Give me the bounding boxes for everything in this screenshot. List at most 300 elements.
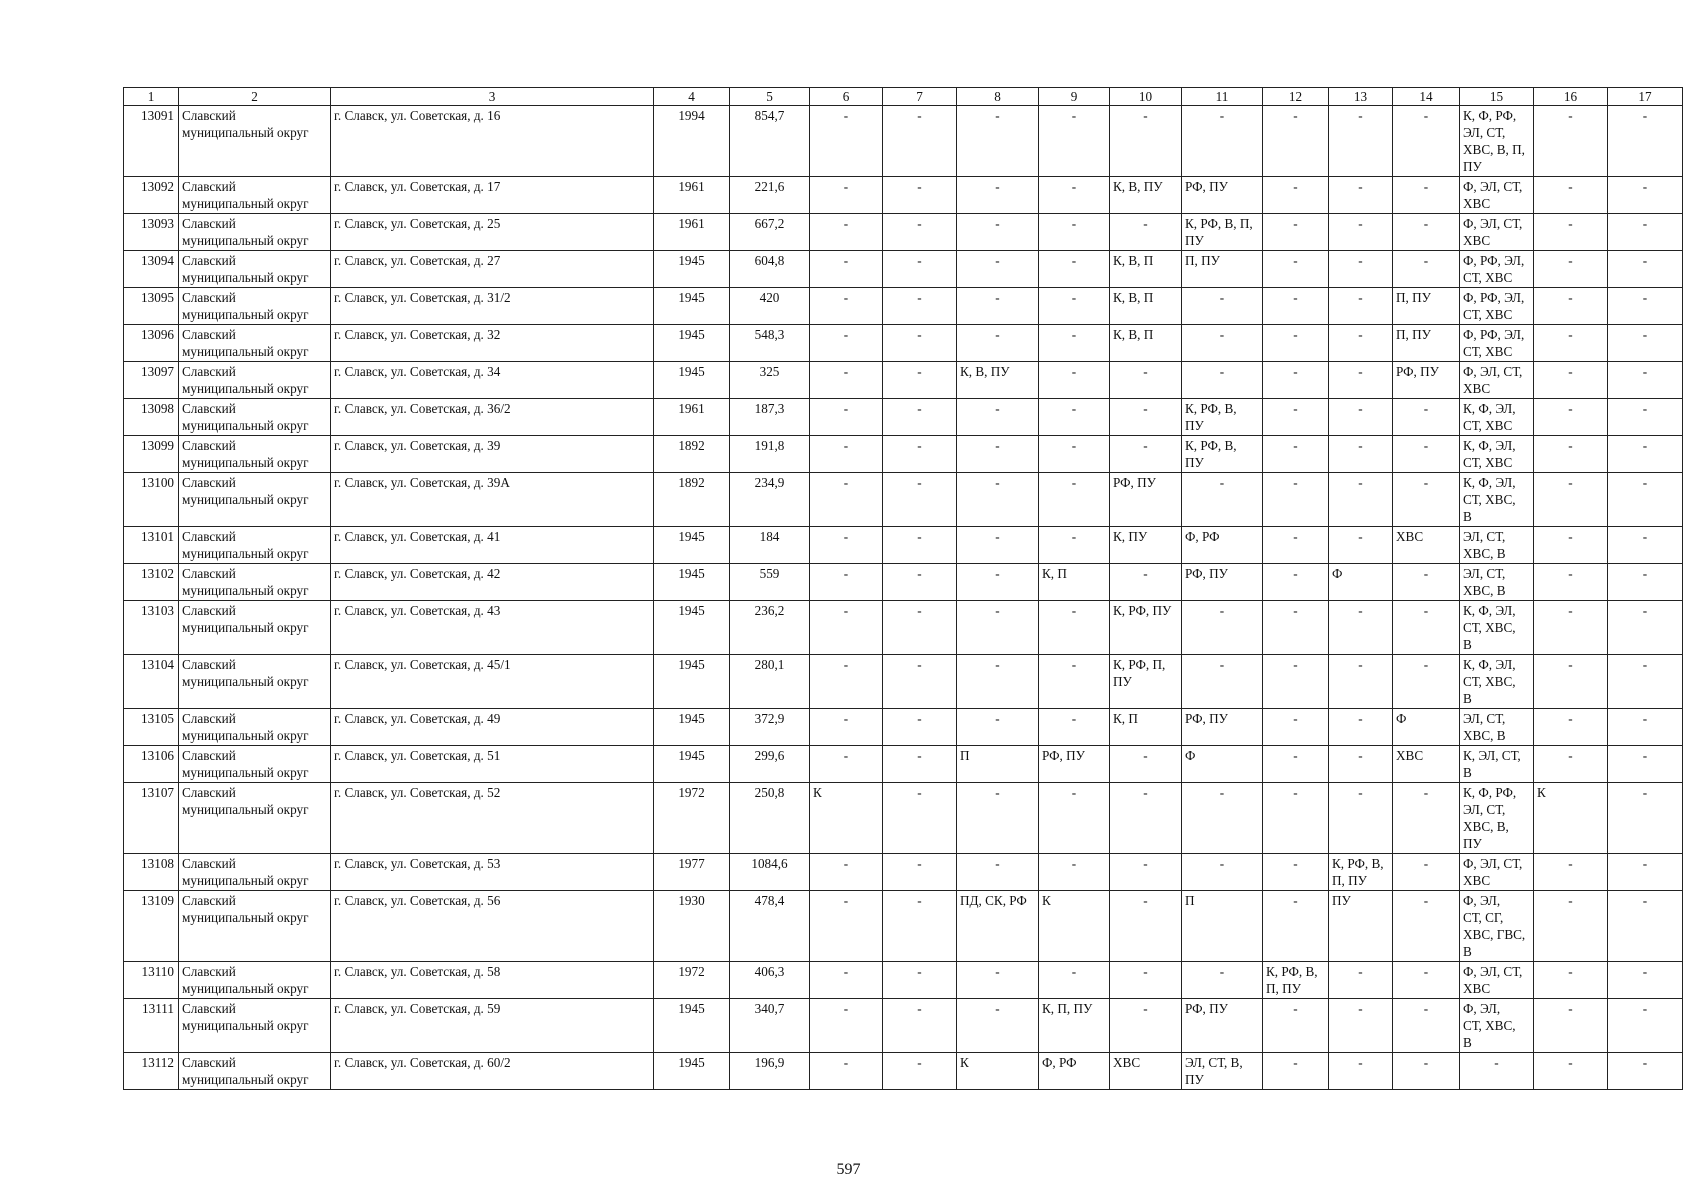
cell-col13: - xyxy=(1329,527,1393,564)
table-row xyxy=(124,527,1683,564)
cell-col14: - xyxy=(1393,891,1460,962)
cell-col15: - xyxy=(1460,1053,1534,1090)
cell-area: 299,6 xyxy=(730,746,810,783)
cell-col8: - xyxy=(957,325,1039,362)
cell-col11: РФ, ПУ xyxy=(1182,709,1263,746)
cell-col16: - xyxy=(1534,564,1608,601)
cell-year-built: 1961 xyxy=(654,399,730,436)
cell-municipality: Славский муниципальный округ xyxy=(179,783,331,854)
cell-col10: - xyxy=(1110,746,1182,783)
cell-col12: - xyxy=(1263,999,1329,1053)
cell-col14: П, ПУ xyxy=(1393,288,1460,325)
cell-area: 325 xyxy=(730,362,810,399)
cell-area: 280,1 xyxy=(730,655,810,709)
cell-col12: - xyxy=(1263,177,1329,214)
cell-col11: К, РФ, В, ПУ xyxy=(1182,399,1263,436)
cell-col14: - xyxy=(1393,783,1460,854)
cell-col11: - xyxy=(1182,106,1263,177)
cell-area: 1084,6 xyxy=(730,854,810,891)
cell-col14: - xyxy=(1393,999,1460,1053)
cell-col6: - xyxy=(810,962,883,999)
cell-municipality: Славский муниципальный округ xyxy=(179,177,331,214)
cell-col16: - xyxy=(1534,601,1608,655)
cell-area: 187,3 xyxy=(730,399,810,436)
table-row xyxy=(124,325,1683,362)
cell-col6: - xyxy=(810,746,883,783)
cell-address: г. Славск, ул. Советская, д. 42 xyxy=(331,564,654,601)
cell-col12: - xyxy=(1263,288,1329,325)
cell-col8: - xyxy=(957,564,1039,601)
cell-col9: - xyxy=(1039,962,1110,999)
column-number-header: 11 xyxy=(1182,88,1263,106)
cell-col6: - xyxy=(810,564,883,601)
cell-col17: - xyxy=(1608,999,1683,1053)
cell-col12: - xyxy=(1263,436,1329,473)
cell-col7: - xyxy=(883,473,957,527)
cell-col17: - xyxy=(1608,325,1683,362)
header-row xyxy=(124,88,1683,106)
cell-col9: - xyxy=(1039,527,1110,564)
column-number-header: 9 xyxy=(1039,88,1110,106)
cell-municipality: Славский муниципальный округ xyxy=(179,891,331,962)
cell-col12: - xyxy=(1263,106,1329,177)
cell-col14: ХВС xyxy=(1393,527,1460,564)
cell-col12: - xyxy=(1263,325,1329,362)
cell-area: 548,3 xyxy=(730,325,810,362)
cell-address: г. Славск, ул. Советская, д. 51 xyxy=(331,746,654,783)
table-row xyxy=(124,214,1683,251)
cell-col8: - xyxy=(957,999,1039,1053)
cell-address: г. Славск, ул. Советская, д. 39 xyxy=(331,436,654,473)
cell-col17: - xyxy=(1608,436,1683,473)
cell-col14: - xyxy=(1393,854,1460,891)
cell-address: г. Славск, ул. Советская, д. 36/2 xyxy=(331,399,654,436)
cell-col10: - xyxy=(1110,854,1182,891)
cell-col13: Ф xyxy=(1329,564,1393,601)
cell-area: 559 xyxy=(730,564,810,601)
cell-address: г. Славск, ул. Советская, д. 60/2 xyxy=(331,1053,654,1090)
cell-col10: - xyxy=(1110,891,1182,962)
cell-col16: - xyxy=(1534,436,1608,473)
cell-col9: - xyxy=(1039,473,1110,527)
cell-col10: К, ПУ xyxy=(1110,527,1182,564)
cell-col10: К, РФ, ПУ xyxy=(1110,601,1182,655)
cell-col16: - xyxy=(1534,362,1608,399)
cell-col12: - xyxy=(1263,746,1329,783)
cell-record-number: 13111 xyxy=(124,999,179,1053)
cell-col7: - xyxy=(883,891,957,962)
cell-col15: Ф, ЭЛ, СТ, ХВС xyxy=(1460,362,1534,399)
cell-col17: - xyxy=(1608,251,1683,288)
cell-col12: - xyxy=(1263,527,1329,564)
column-number-header: 2 xyxy=(179,88,331,106)
cell-col8: П xyxy=(957,746,1039,783)
cell-col15: Ф, РФ, ЭЛ, СТ, ХВС xyxy=(1460,325,1534,362)
cell-address: г. Славск, ул. Советская, д. 27 xyxy=(331,251,654,288)
cell-col16: - xyxy=(1534,1053,1608,1090)
cell-col7: - xyxy=(883,999,957,1053)
cell-col13: К, РФ, В, П, ПУ xyxy=(1329,854,1393,891)
cell-col11: - xyxy=(1182,288,1263,325)
cell-col17: - xyxy=(1608,709,1683,746)
cell-col15: Ф, ЭЛ, СТ, ХВС xyxy=(1460,962,1534,999)
cell-col9: - xyxy=(1039,399,1110,436)
cell-col16: К xyxy=(1534,783,1608,854)
cell-col9: - xyxy=(1039,709,1110,746)
cell-col11: - xyxy=(1182,473,1263,527)
cell-col8: - xyxy=(957,709,1039,746)
cell-address: г. Славск, ул. Советская, д. 59 xyxy=(331,999,654,1053)
cell-col6: - xyxy=(810,288,883,325)
cell-col11: - xyxy=(1182,854,1263,891)
cell-col8: К xyxy=(957,1053,1039,1090)
cell-col11: РФ, ПУ xyxy=(1182,177,1263,214)
table-row xyxy=(124,601,1683,655)
cell-col7: - xyxy=(883,564,957,601)
cell-col13: - xyxy=(1329,1053,1393,1090)
cell-col7: - xyxy=(883,962,957,999)
cell-municipality: Славский муниципальный округ xyxy=(179,1053,331,1090)
cell-area: 221,6 xyxy=(730,177,810,214)
cell-col6: - xyxy=(810,251,883,288)
cell-col7: - xyxy=(883,288,957,325)
cell-col11: П xyxy=(1182,891,1263,962)
cell-municipality: Славский муниципальный округ xyxy=(179,106,331,177)
cell-col8: - xyxy=(957,962,1039,999)
column-number-header: 7 xyxy=(883,88,957,106)
cell-col10: - xyxy=(1110,564,1182,601)
cell-col17: - xyxy=(1608,783,1683,854)
cell-col7: - xyxy=(883,436,957,473)
cell-record-number: 13112 xyxy=(124,1053,179,1090)
column-number-header: 13 xyxy=(1329,88,1393,106)
cell-col6: - xyxy=(810,891,883,962)
table-row xyxy=(124,709,1683,746)
cell-address: г. Славск, ул. Советская, д. 16 xyxy=(331,106,654,177)
cell-col7: - xyxy=(883,399,957,436)
cell-col15: Ф, ЭЛ, СТ, ХВС xyxy=(1460,177,1534,214)
column-number-header: 15 xyxy=(1460,88,1534,106)
cell-year-built: 1961 xyxy=(654,214,730,251)
cell-col6: - xyxy=(810,527,883,564)
cell-col8: - xyxy=(957,106,1039,177)
cell-col10: - xyxy=(1110,783,1182,854)
cell-year-built: 1945 xyxy=(654,1053,730,1090)
cell-municipality: Славский муниципальный округ xyxy=(179,436,331,473)
column-number-header: 16 xyxy=(1534,88,1608,106)
cell-col17: - xyxy=(1608,1053,1683,1090)
cell-col17: - xyxy=(1608,746,1683,783)
cell-municipality: Славский муниципальный округ xyxy=(179,709,331,746)
cell-col11: - xyxy=(1182,601,1263,655)
cell-col13: - xyxy=(1329,106,1393,177)
column-number-header: 5 xyxy=(730,88,810,106)
cell-col9: - xyxy=(1039,288,1110,325)
cell-col10: - xyxy=(1110,214,1182,251)
cell-col9: - xyxy=(1039,106,1110,177)
cell-address: г. Славск, ул. Советская, д. 25 xyxy=(331,214,654,251)
cell-col14: - xyxy=(1393,106,1460,177)
cell-col16: - xyxy=(1534,473,1608,527)
cell-municipality: Славский муниципальный округ xyxy=(179,601,331,655)
cell-col14: - xyxy=(1393,1053,1460,1090)
cell-municipality: Славский муниципальный округ xyxy=(179,473,331,527)
column-number-header: 8 xyxy=(957,88,1039,106)
cell-col12: - xyxy=(1263,655,1329,709)
cell-municipality: Славский муниципальный округ xyxy=(179,564,331,601)
column-number-header: 4 xyxy=(654,88,730,106)
cell-col9: - xyxy=(1039,655,1110,709)
cell-area: 478,4 xyxy=(730,891,810,962)
cell-col15: К, Ф, ЭЛ, СТ, ХВС xyxy=(1460,436,1534,473)
column-number-header: 17 xyxy=(1608,88,1683,106)
cell-record-number: 13101 xyxy=(124,527,179,564)
cell-col9: Ф, РФ xyxy=(1039,1053,1110,1090)
cell-municipality: Славский муниципальный округ xyxy=(179,527,331,564)
cell-address: г. Славск, ул. Советская, д. 45/1 xyxy=(331,655,654,709)
cell-col13: ПУ xyxy=(1329,891,1393,962)
table-row xyxy=(124,362,1683,399)
cell-col7: - xyxy=(883,362,957,399)
cell-col14: - xyxy=(1393,601,1460,655)
column-number-header: 3 xyxy=(331,88,654,106)
cell-col14: - xyxy=(1393,655,1460,709)
cell-col14: РФ, ПУ xyxy=(1393,362,1460,399)
cell-col8: - xyxy=(957,655,1039,709)
cell-col6: - xyxy=(810,999,883,1053)
cell-record-number: 13096 xyxy=(124,325,179,362)
cell-record-number: 13098 xyxy=(124,399,179,436)
cell-col13: - xyxy=(1329,783,1393,854)
cell-record-number: 13108 xyxy=(124,854,179,891)
cell-col10: К, В, П xyxy=(1110,251,1182,288)
cell-col16: - xyxy=(1534,655,1608,709)
cell-col12: - xyxy=(1263,564,1329,601)
cell-record-number: 13102 xyxy=(124,564,179,601)
cell-col9: - xyxy=(1039,251,1110,288)
cell-col16: - xyxy=(1534,106,1608,177)
cell-municipality: Славский муниципальный округ xyxy=(179,999,331,1053)
cell-municipality: Славский муниципальный округ xyxy=(179,854,331,891)
table-row xyxy=(124,106,1683,177)
cell-record-number: 13092 xyxy=(124,177,179,214)
cell-col13: - xyxy=(1329,436,1393,473)
cell-col11: - xyxy=(1182,783,1263,854)
cell-col16: - xyxy=(1534,251,1608,288)
table-row xyxy=(124,1053,1683,1090)
cell-col13: - xyxy=(1329,288,1393,325)
table-row xyxy=(124,854,1683,891)
cell-address: г. Славск, ул. Советская, д. 43 xyxy=(331,601,654,655)
cell-col17: - xyxy=(1608,473,1683,527)
cell-address: г. Славск, ул. Советская, д. 58 xyxy=(331,962,654,999)
cell-address: г. Славск, ул. Советская, д. 49 xyxy=(331,709,654,746)
cell-col17: - xyxy=(1608,601,1683,655)
cell-col15: К, Ф, ЭЛ, СТ, ХВС xyxy=(1460,399,1534,436)
cell-col14: - xyxy=(1393,214,1460,251)
cell-col8: - xyxy=(957,783,1039,854)
cell-col6: - xyxy=(810,473,883,527)
table-row xyxy=(124,999,1683,1053)
cell-col17: - xyxy=(1608,399,1683,436)
cell-col6: - xyxy=(810,325,883,362)
cell-year-built: 1945 xyxy=(654,325,730,362)
cell-col10: ХВС xyxy=(1110,1053,1182,1090)
cell-municipality: Славский муниципальный округ xyxy=(179,214,331,251)
cell-col15: К, Ф, РФ, ЭЛ, СТ, ХВС, В, П, ПУ xyxy=(1460,106,1534,177)
cell-col15: Ф, РФ, ЭЛ, СТ, ХВС xyxy=(1460,251,1534,288)
cell-col12: - xyxy=(1263,399,1329,436)
cell-year-built: 1945 xyxy=(654,709,730,746)
cell-col10: - xyxy=(1110,399,1182,436)
cell-col8: ПД, СК, РФ xyxy=(957,891,1039,962)
cell-col11: Ф, РФ xyxy=(1182,527,1263,564)
cell-col11: К, РФ, В, П, ПУ xyxy=(1182,214,1263,251)
cell-col8: - xyxy=(957,177,1039,214)
cell-col9: - xyxy=(1039,854,1110,891)
cell-col6: - xyxy=(810,399,883,436)
cell-col9: - xyxy=(1039,436,1110,473)
cell-col10: К, В, П xyxy=(1110,325,1182,362)
cell-col17: - xyxy=(1608,214,1683,251)
table-row xyxy=(124,564,1683,601)
cell-col17: - xyxy=(1608,362,1683,399)
cell-col17: - xyxy=(1608,288,1683,325)
cell-col15: Ф, РФ, ЭЛ, СТ, ХВС xyxy=(1460,288,1534,325)
cell-col6: - xyxy=(810,214,883,251)
cell-area: 234,9 xyxy=(730,473,810,527)
cell-col15: К, Ф, РФ, ЭЛ, СТ, ХВС, В, ПУ xyxy=(1460,783,1534,854)
cell-col7: - xyxy=(883,527,957,564)
cell-col7: - xyxy=(883,655,957,709)
table-row xyxy=(124,177,1683,214)
cell-municipality: Славский муниципальный округ xyxy=(179,251,331,288)
cell-col13: - xyxy=(1329,601,1393,655)
register-table xyxy=(123,87,1683,1090)
cell-col15: Ф, ЭЛ, СТ, ХВС, В xyxy=(1460,999,1534,1053)
cell-col11: РФ, ПУ xyxy=(1182,999,1263,1053)
cell-year-built: 1945 xyxy=(654,999,730,1053)
cell-col9: - xyxy=(1039,214,1110,251)
cell-municipality: Славский муниципальный округ xyxy=(179,655,331,709)
cell-col6: - xyxy=(810,1053,883,1090)
cell-record-number: 13110 xyxy=(124,962,179,999)
cell-col10: К, П xyxy=(1110,709,1182,746)
cell-col12: - xyxy=(1263,362,1329,399)
cell-col13: - xyxy=(1329,473,1393,527)
cell-year-built: 1892 xyxy=(654,436,730,473)
cell-year-built: 1945 xyxy=(654,746,730,783)
cell-col17: - xyxy=(1608,655,1683,709)
cell-year-built: 1930 xyxy=(654,891,730,962)
cell-municipality: Славский муниципальный округ xyxy=(179,288,331,325)
cell-record-number: 13103 xyxy=(124,601,179,655)
cell-col6: - xyxy=(810,601,883,655)
cell-address: г. Славск, ул. Советская, д. 17 xyxy=(331,177,654,214)
cell-col13: - xyxy=(1329,399,1393,436)
cell-col16: - xyxy=(1534,962,1608,999)
cell-col15: Ф, ЭЛ, СТ, ХВС xyxy=(1460,854,1534,891)
cell-col17: - xyxy=(1608,891,1683,962)
cell-record-number: 13095 xyxy=(124,288,179,325)
cell-record-number: 13105 xyxy=(124,709,179,746)
cell-col9: РФ, ПУ xyxy=(1039,746,1110,783)
cell-col17: - xyxy=(1608,177,1683,214)
cell-address: г. Славск, ул. Советская, д. 32 xyxy=(331,325,654,362)
cell-col14: - xyxy=(1393,962,1460,999)
cell-col9: К, П xyxy=(1039,564,1110,601)
cell-area: 184 xyxy=(730,527,810,564)
cell-record-number: 13094 xyxy=(124,251,179,288)
cell-col16: - xyxy=(1534,854,1608,891)
cell-col11: - xyxy=(1182,962,1263,999)
cell-col6: - xyxy=(810,436,883,473)
cell-col11: - xyxy=(1182,325,1263,362)
cell-year-built: 1961 xyxy=(654,177,730,214)
page-number: 597 xyxy=(836,1161,861,1178)
cell-col14: - xyxy=(1393,251,1460,288)
table-row xyxy=(124,962,1683,999)
cell-col6: - xyxy=(810,362,883,399)
cell-col12: - xyxy=(1263,1053,1329,1090)
cell-address: г. Славск, ул. Советская, д. 52 xyxy=(331,783,654,854)
cell-record-number: 13109 xyxy=(124,891,179,962)
cell-col8: - xyxy=(957,601,1039,655)
cell-col8: - xyxy=(957,251,1039,288)
cell-col12: - xyxy=(1263,783,1329,854)
cell-year-built: 1945 xyxy=(654,564,730,601)
cell-address: г. Славск, ул. Советская, д. 31/2 xyxy=(331,288,654,325)
cell-year-built: 1994 xyxy=(654,106,730,177)
column-number-header: 10 xyxy=(1110,88,1182,106)
cell-col13: - xyxy=(1329,999,1393,1053)
cell-col15: Ф, ЭЛ, СТ, ХВС xyxy=(1460,214,1534,251)
table-row xyxy=(124,783,1683,854)
cell-municipality: Славский муниципальный округ xyxy=(179,362,331,399)
table-row xyxy=(124,399,1683,436)
cell-col7: - xyxy=(883,746,957,783)
cell-address: г. Славск, ул. Советская, д. 41 xyxy=(331,527,654,564)
cell-col10: - xyxy=(1110,106,1182,177)
cell-record-number: 13104 xyxy=(124,655,179,709)
cell-area: 372,9 xyxy=(730,709,810,746)
cell-col9: - xyxy=(1039,177,1110,214)
cell-col7: - xyxy=(883,854,957,891)
cell-year-built: 1945 xyxy=(654,601,730,655)
cell-col11: - xyxy=(1182,655,1263,709)
cell-area: 604,8 xyxy=(730,251,810,288)
cell-year-built: 1892 xyxy=(654,473,730,527)
cell-col14: - xyxy=(1393,473,1460,527)
cell-col11: П, ПУ xyxy=(1182,251,1263,288)
cell-col6: - xyxy=(810,177,883,214)
cell-record-number: 13097 xyxy=(124,362,179,399)
cell-col7: - xyxy=(883,1053,957,1090)
cell-col17: - xyxy=(1608,854,1683,891)
cell-col6: - xyxy=(810,106,883,177)
cell-col14: - xyxy=(1393,436,1460,473)
cell-col7: - xyxy=(883,601,957,655)
cell-col6: - xyxy=(810,655,883,709)
cell-col13: - xyxy=(1329,325,1393,362)
cell-col17: - xyxy=(1608,564,1683,601)
cell-col10: - xyxy=(1110,436,1182,473)
cell-year-built: 1945 xyxy=(654,251,730,288)
cell-col14: - xyxy=(1393,564,1460,601)
cell-year-built: 1972 xyxy=(654,962,730,999)
cell-col9: - xyxy=(1039,362,1110,399)
cell-col13: - xyxy=(1329,709,1393,746)
